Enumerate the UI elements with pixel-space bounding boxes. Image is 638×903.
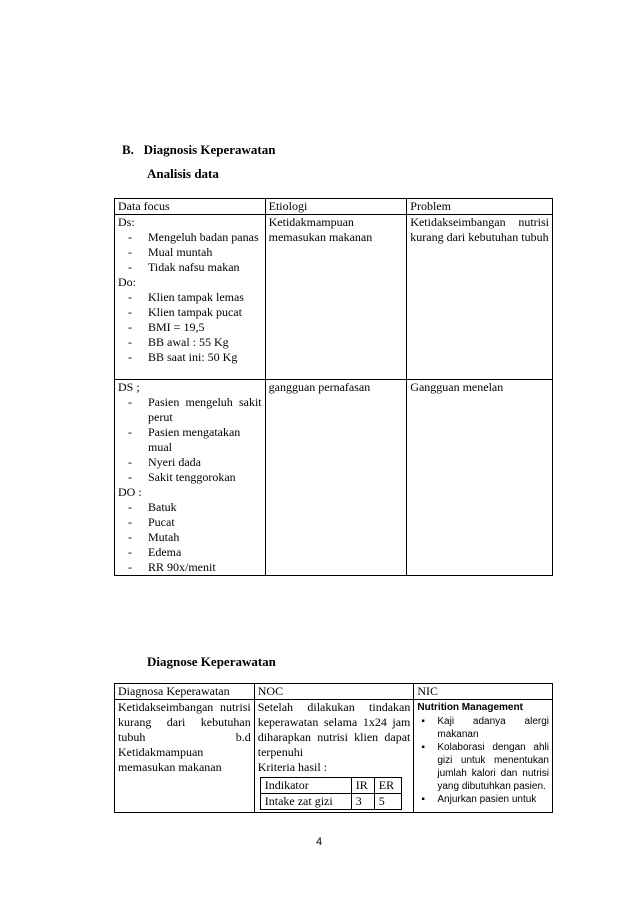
problem-cell: Gangguan menelan [407,380,553,576]
table-row [115,700,553,813]
list-item: - Pasien mengatakan mual [126,425,262,455]
list-item: - Sakit tenggorokan [126,470,262,485]
list-item: - Nyeri dada [126,455,262,470]
list-item: - Mengeluh badan panas [126,230,262,245]
etiologi-cell: gangguan pernafasan [265,380,407,576]
header-cell: NOC [254,684,414,700]
criteria-header-cell: IR [351,778,374,794]
nic-cell [414,700,553,813]
list-item: - Tidak nafsu makan [126,260,262,275]
table-row [115,215,553,380]
list-item: - Klien tampak lemas [126,290,262,305]
do-list [118,290,262,365]
header-cell: Etiologi [265,199,407,215]
criteria-cell: Intake zat gizi [260,794,351,810]
analysis-subtitle: Analisis data [147,166,219,181]
data-focus-cell [115,380,266,576]
header-cell: Diagnosa Keperawatan [115,684,255,700]
table-header-row [115,199,553,215]
list-item: - BB saat ini: 50 Kg [126,350,262,365]
criteria-table [260,777,402,810]
list-item: ▪ Anjurkan pasien untuk [417,793,549,806]
diagnose-title: Diagnose Keperawatan [147,654,276,669]
list-item: - Klien tampak pucat [126,305,262,320]
header-cell: NIC [414,684,553,700]
ds-label: Ds: [118,215,135,229]
analysis-table [114,198,553,576]
ds-list [118,230,262,275]
criteria-header-cell: Indikator [260,778,351,794]
criteria-row [260,794,401,810]
diagnose-table [114,683,553,813]
do-label: DO : [118,485,142,499]
header-cell: Data focus [115,199,266,215]
nic-list [417,715,549,806]
list-item: - Batuk [126,500,262,515]
criteria-label: Kriteria hasil : [257,760,328,774]
ds-label: DS ; [118,380,140,394]
noc-cell [254,700,414,813]
do-label: Do: [118,275,136,289]
ds-list [118,395,262,485]
page-number: 4 [315,836,323,848]
list-item: ▪ Kolaborasi dengan ahli gizi untuk menentukan jumlah kalori dan nutrisi yang dibutuhkan pasien. [417,741,549,793]
nic-title: Nutrition Management [417,702,523,713]
list-item: - Mual muntah [126,245,262,260]
do-list [118,500,262,575]
section-title: B. Diagnosis Keperawatan [122,142,276,157]
etiologi-cell: Ketidakmampuan memasukan makanan [265,215,407,380]
list-item: - Pucat [126,515,262,530]
list-item: - RR 90x/menit [126,560,262,575]
criteria-cell: 5 [374,794,401,810]
problem-cell: Ketidakseimbangan nutrisi kurang dari kebutuhan tubuh [407,215,553,380]
noc-text: Setelah dilakukan tindakan keperawatan selama 1x24 jam diharapkan nutrisi klien dapat terpenuhi [257,700,411,759]
list-item: ▪ Kaji adanya alergi makanan [417,715,549,741]
header-cell: Problem [407,199,553,215]
criteria-header-row [260,778,401,794]
table-row [115,380,553,576]
list-item: - BMI = 19,5 [126,320,262,335]
list-item: - Mutah [126,530,262,545]
table-header-row [115,684,553,700]
list-item: - BB awal : 55 Kg [126,335,262,350]
data-focus-cell [115,215,266,380]
list-item: - Edema [126,545,262,560]
criteria-header-cell: ER [374,778,401,794]
diagnosa-cell: Ketidakseimbangan nutrisi kurang dari kebutuhan tubuh b.d Ketidakmampuan memasukan makanan [115,700,255,813]
list-item: - Pasien mengeluh sakit perut [126,395,262,425]
criteria-cell: 3 [351,794,374,810]
